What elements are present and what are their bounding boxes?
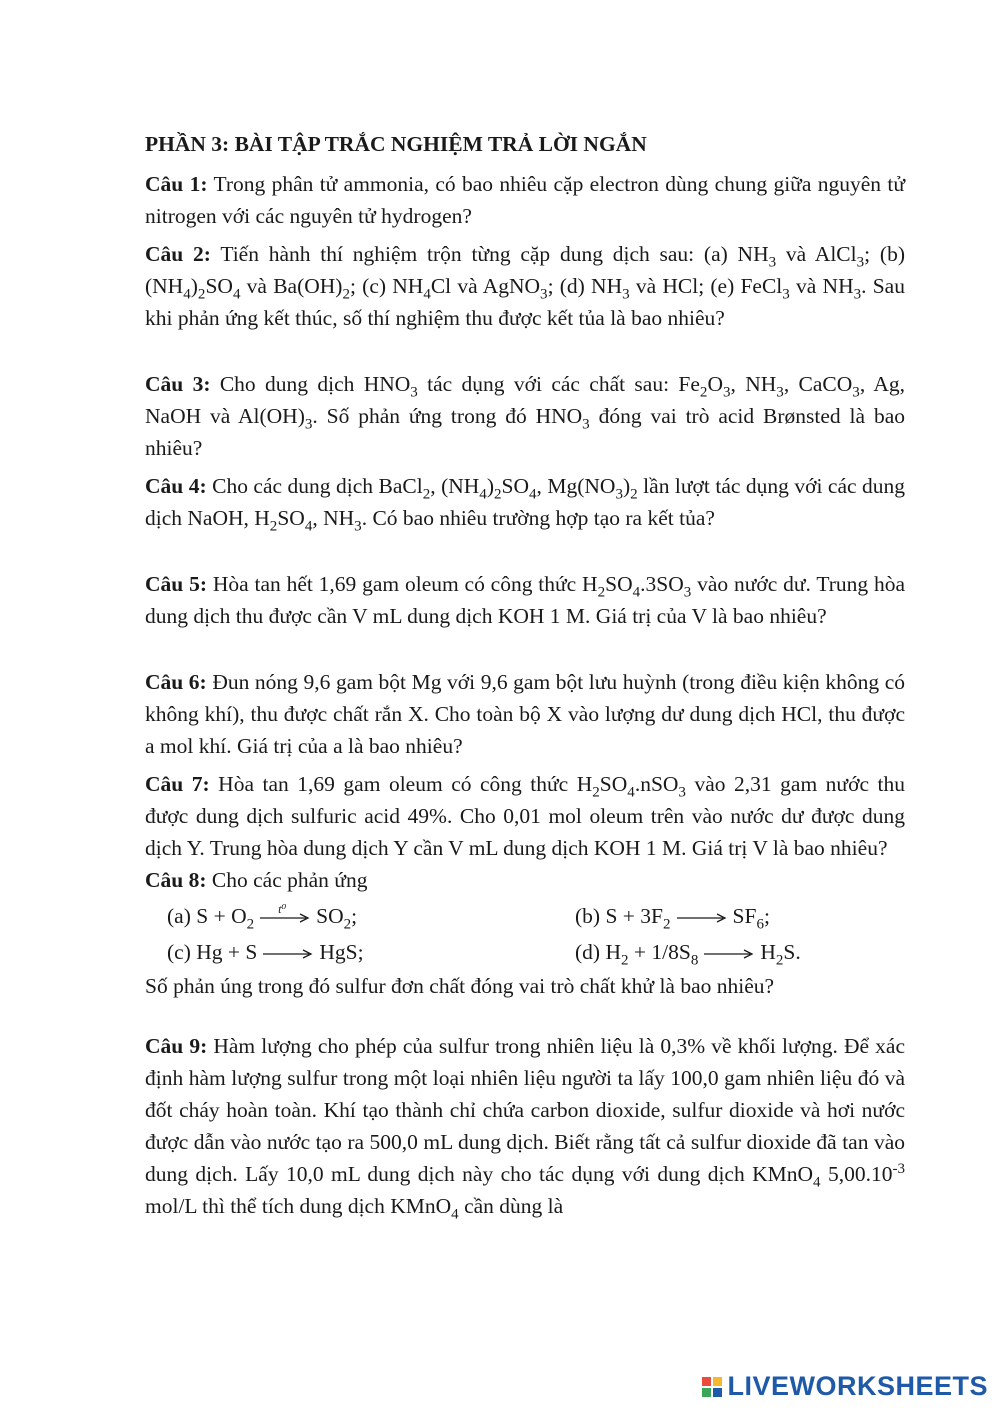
answer-gap — [145, 638, 905, 666]
footer-brand — [701, 1371, 988, 1402]
worksheet-content — [145, 128, 905, 1228]
reaction-row — [145, 900, 905, 932]
answer-gap — [145, 340, 905, 368]
reaction-d: (d) $H_2 + 1/8S_8$ $H_2S$. — [575, 940, 801, 969]
arrow-icon — [677, 911, 727, 925]
arrow-icon — [704, 947, 754, 961]
arrow-heat-icon: t⁰ — [260, 911, 310, 925]
answer-gap — [145, 540, 905, 568]
question-7: Câu 7: Hòa tan 1,69 gam oleum có công thức $H_2SO_4.nSO_3$ vào 2,31 gam nước thu được dung dịch sulfuric acid 49%. Cho 0,01 mol oleum trên vào nước dư được dung dịch Y. Trung hòa dung dịch Y cần V mL dung dịch KOH 1 M. Giá trị V là bao nhiêu? — [145, 772, 905, 860]
reaction-b: (b) $S + 3F_2$ $SF_6$; — [575, 904, 770, 933]
reaction-row — [145, 936, 905, 968]
question-4: Câu 4: Cho các dung dịch BaCl$_2$, $(NH_4)_2SO_4$, $Mg(NO_3)_2$ lần lượt tác dụng với các dung dịch NaOH, $H_2SO_4$, $NH_3$. Có bao nhiêu trường hợp tạo ra kết tủa? — [145, 474, 906, 535]
liveworksheets-logo-icon — [701, 1376, 723, 1398]
arrow-icon — [263, 947, 313, 961]
section-title: PHẦN 3: BÀI TẬP TRẮC NGHIỆM TRẢ LỜI NGẮN — [145, 132, 647, 156]
question-2: Câu 2: Tiến hành thí nghiệm trộn từng cặp dung dịch sau: (a) $NH_3$ và AlCl$_3$; (b) $(NH_4)_2SO_4$ và $Ba(OH)_2$; (c) $NH_4Cl$ và AgNO$_3$; (d) $NH_3$ và HCl; (e) FeCl$_3$ và $NH_3$. Sau khi phản ứng kết thúc, số thí nghiệm thu được kết tủa là bao nhiêu? — [145, 242, 905, 330]
q1-label: Câu 1: — [145, 172, 208, 196]
question-9: Câu 9: Hàm lượng cho phép của sulfur trong nhiên liệu là 0,3% về khối lượng. Để xác định hàm lượng sulfur trong một loại nhiên liệu người ta lấy 100,0 gam nhiên liệu đó và đốt cháy hoàn toàn. Khí tạo thành chỉ chứa carbon dioxide, sulfur dioxide và hơi nước được dẫn vào nước tạo ra 500,0 mL dung dịch. Biết rằng tất cả sulfur dioxide đã tan vào dung dịch. Lấy 10,0 mL dung dịch này cho tác dụng với dung dịch KMnO$_4$ $5,00.10^{-3}$ mol/L thì thể tích dung dịch KMnO$_4$ cần dùng là — [145, 1034, 905, 1223]
brand-name: LIVEWORKSHEETS — [727, 1371, 988, 1401]
question-3: Câu 3: Cho dung dịch $HNO_3$ tác dụng với các chất sau: $Fe_2O_3$, $NH_3$, CaCO$_3$, Ag, NaOH và $Al(OH)_3$. Số phản ứng trong đó $HNO_3$ đóng vai trò acid Brønsted là bao nhiêu? — [145, 372, 905, 460]
reaction-a: (a) $S + O_2$ t⁰ $SO_2$; — [167, 902, 358, 933]
question-8: Câu 8: Cho các phản ứng (a) $S + O_2$ t⁰ $SO_2$; (b) $S + 3F_2$ $SF_6$; (c) Hg + S HgS; (d) $H_2 + 1/8S_8$ $H_2S$. Số phản úng trong đó sulfur đơn chất đóng vai trò chất khử là bao nhiêu? — [145, 864, 905, 1002]
q8-question: Số phản úng trong đó sulfur đơn chất đóng vai trò chất khử là bao nhiêu? — [145, 974, 775, 998]
reaction-c: (c) Hg + S HgS; — [167, 940, 364, 964]
question-1: Câu 1: Trong phân tử ammonia, có bao nhiêu cặp electron dùng chung giữa nguyên tử nitrogen với các nguyên tử hydrogen? — [145, 172, 905, 228]
question-6: Câu 6: Đun nóng 9,6 gam bột Mg với 9,6 gam bột lưu huỳnh (trong điều kiện không có không khí), thu được chất rắn X. Cho toàn bộ X vào lượng dư dung dịch HCl, thu được a mol khí. Giá trị của a là bao nhiêu? — [145, 670, 905, 758]
question-5: Câu 5: Hòa tan hết 1,69 gam oleum có công thức $H_2SO_4.3SO_3$ vào nước dư. Trung hòa dung dịch thu được cần V mL dung dịch KOH 1 M. Giá trị của V là bao nhiêu? — [145, 572, 906, 628]
answer-gap — [145, 1002, 905, 1030]
